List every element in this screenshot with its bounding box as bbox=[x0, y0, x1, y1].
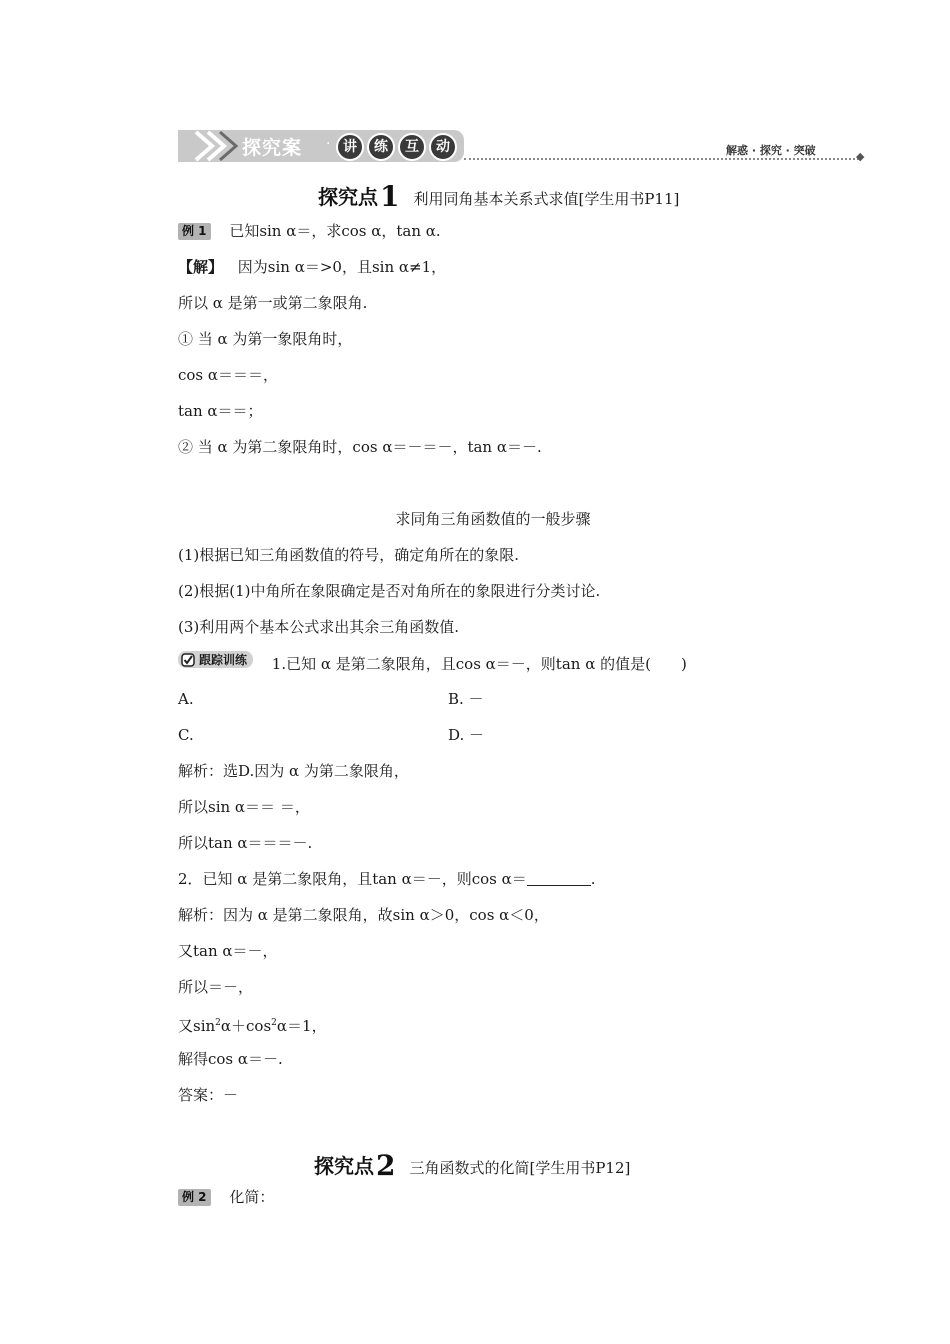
analysis-line: 所以＝－， bbox=[178, 978, 254, 996]
option-b: B. － bbox=[448, 690, 484, 708]
section-number: 2 bbox=[376, 1149, 396, 1182]
training-question-1 bbox=[178, 651, 687, 674]
example-tag: 例 2 bbox=[178, 1189, 211, 1206]
option-c: C. bbox=[178, 726, 194, 744]
method-title: 求同角三角函数值的一般步骤 bbox=[395, 510, 591, 528]
solution-line: ① 当 α 为第一象限角时， bbox=[178, 330, 353, 348]
question-end: . bbox=[590, 870, 596, 888]
analysis-line: 解析：选D.因为 α 为第二象限角， bbox=[178, 762, 409, 780]
banner-badge: 互 bbox=[398, 133, 426, 161]
analysis-line: 所以tan α＝＝＝－. bbox=[178, 834, 313, 852]
method-step: (1)根据已知三角函数值的符号，确定角所在的象限. bbox=[178, 546, 520, 564]
answer-blank[interactable] bbox=[527, 871, 591, 886]
banner-separator: · bbox=[326, 136, 331, 152]
analysis-line: 又tan α＝－， bbox=[178, 942, 278, 960]
analysis-line bbox=[178, 1013, 327, 1036]
analysis-line: 解析：因为 α 是第二象限角，故sin α＞0，cos α＜0， bbox=[178, 906, 549, 924]
answer-line: 答案：－ bbox=[178, 1086, 239, 1104]
solution-line: ② 当 α 为第二象限角时，cos α＝－＝－，tan α＝－. bbox=[178, 438, 542, 456]
question-text: 1.已知 α 是第二象限角，且cos α＝－，则tan α 的值是( ) bbox=[271, 654, 687, 673]
example-tag: 例 1 bbox=[178, 223, 211, 240]
banner-badge: 练 bbox=[367, 133, 395, 161]
diamond-icon: ◆ bbox=[856, 150, 865, 163]
method-step: (3)利用两个基本公式求出其余三角函数值. bbox=[178, 618, 460, 636]
example-question: 化简： bbox=[229, 1188, 275, 1206]
header-right-label: 解惑 · 探究 · 突破 bbox=[726, 144, 816, 157]
section-label: 探究点 bbox=[318, 185, 378, 209]
double-chevron-icon bbox=[192, 130, 242, 162]
superscript: 2 bbox=[271, 1018, 277, 1028]
training-question-2 bbox=[178, 869, 596, 889]
formula-part: α＋cos bbox=[220, 1017, 272, 1035]
header-banner bbox=[178, 130, 464, 162]
section-title: 利用同角基本关系式求值[学生用书P11] bbox=[413, 190, 680, 208]
analysis-line: 解得cos α＝－. bbox=[178, 1050, 283, 1068]
header-dotted-rule bbox=[464, 158, 859, 160]
solution-line: 所以 α 是第一或第二象限角. bbox=[178, 294, 368, 312]
solution-text: 因为sin α＝>0，且sin α≠1， bbox=[237, 258, 447, 276]
training-tag bbox=[178, 651, 253, 668]
training-tag-label: 跟踪训练 bbox=[199, 652, 248, 667]
section-heading-1 bbox=[318, 180, 679, 213]
solution-tag: 【解】 bbox=[178, 258, 224, 276]
section-number: 1 bbox=[380, 180, 400, 213]
option-a: A. bbox=[178, 690, 194, 708]
solution-line: cos α＝＝＝， bbox=[178, 366, 279, 384]
analysis-line: 所以sin α＝＝ ＝， bbox=[178, 798, 310, 816]
banner-badges bbox=[336, 133, 460, 161]
example-1 bbox=[178, 221, 441, 241]
section-title: 三角函数式的化简[学生用书P12] bbox=[409, 1159, 631, 1177]
banner-badge: 动 bbox=[429, 133, 457, 161]
solution-line bbox=[178, 257, 446, 277]
section-heading-2 bbox=[314, 1149, 630, 1182]
method-step: (2)根据(1)中角所在象限确定是否对角所在的象限进行分类讨论. bbox=[178, 582, 601, 600]
check-icon bbox=[181, 653, 195, 667]
formula-part: 又sin bbox=[178, 1017, 216, 1035]
solution-line: tan α＝＝； bbox=[178, 402, 263, 420]
example-2 bbox=[178, 1187, 274, 1207]
option-d: D. － bbox=[448, 726, 485, 744]
section-label: 探究点 bbox=[314, 1154, 374, 1178]
banner-badge: 讲 bbox=[336, 133, 364, 161]
example-question: 已知sin α＝，求cos α，tan α. bbox=[229, 222, 441, 240]
superscript: 2 bbox=[215, 1018, 221, 1028]
banner-title: 探究案 bbox=[242, 137, 303, 159]
formula-part: α＝1， bbox=[276, 1017, 327, 1035]
question-text: 2．已知 α 是第二象限角，且tan α＝－，则cos α＝ bbox=[178, 870, 527, 888]
